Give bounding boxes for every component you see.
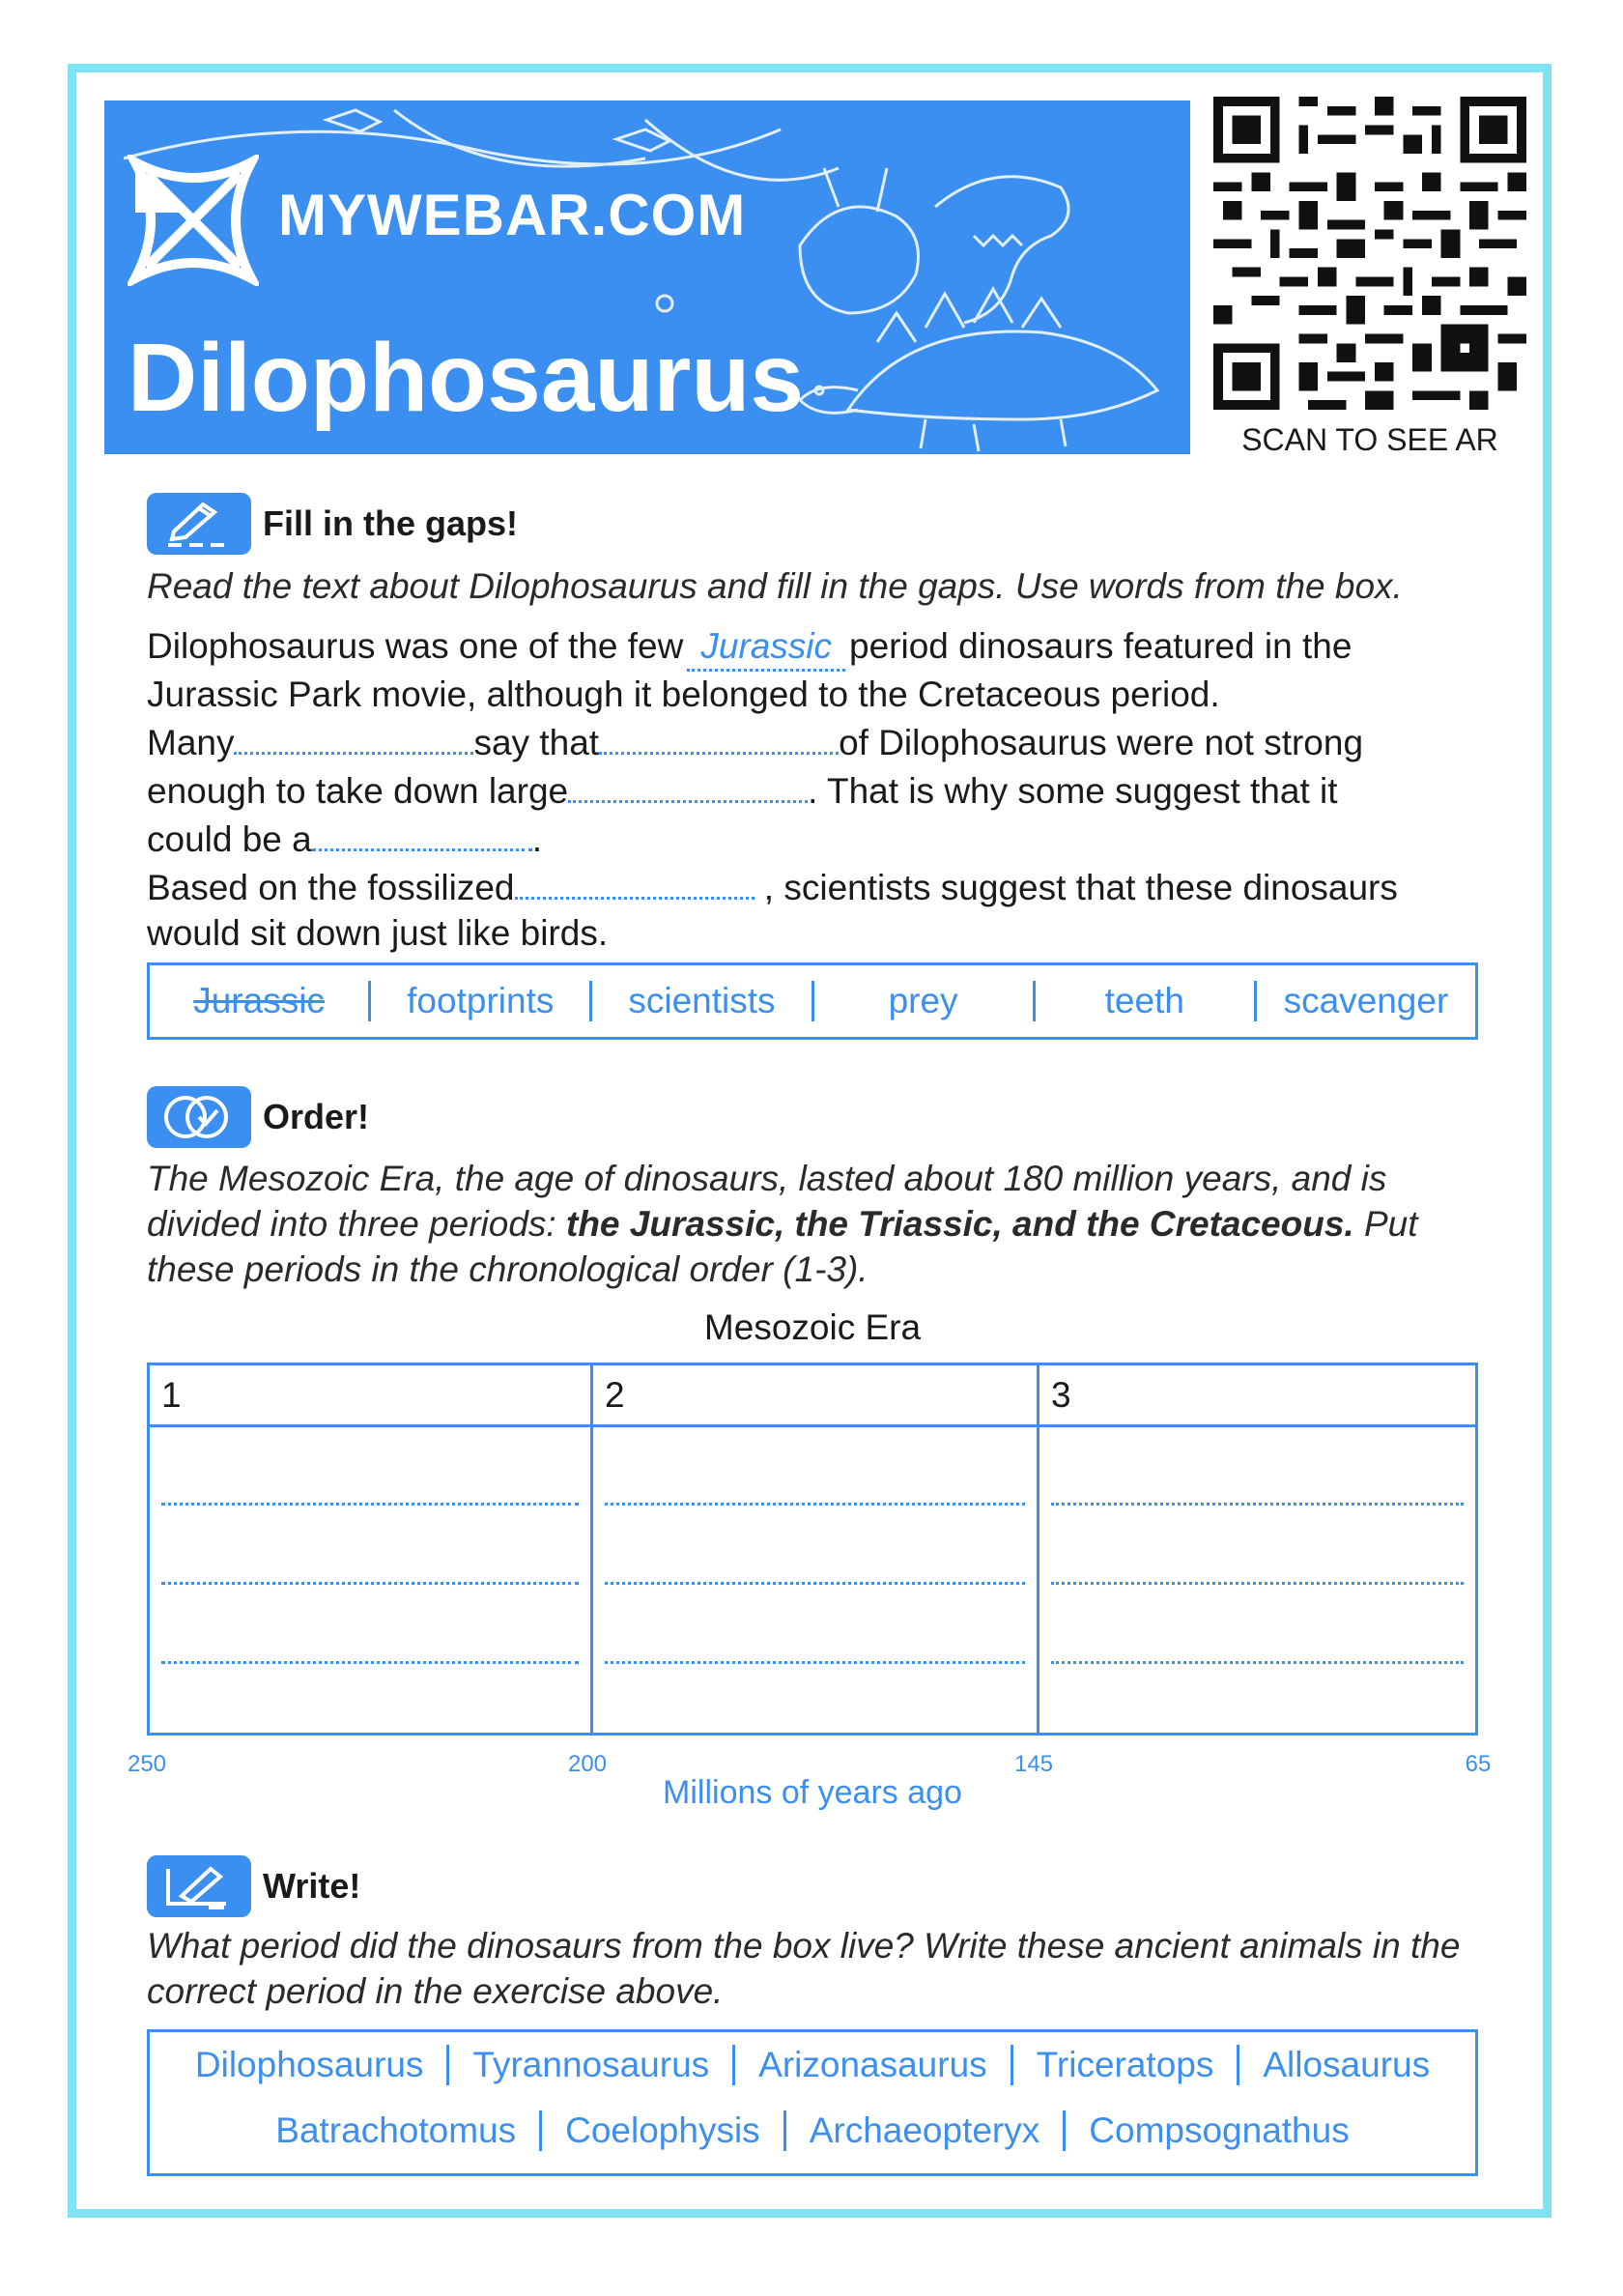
write-instruction: What period did the dinosaurs from the box live? Write these ancient animals in the correct period in the exercise above. <box>147 1926 1461 2011</box>
word-bank-item: scientists <box>589 981 811 1021</box>
animal-item: Allosaurus <box>1237 2045 1453 2085</box>
answer-line[interactable] <box>605 1503 1025 1506</box>
word-bank <box>147 962 1478 1040</box>
answer-line[interactable] <box>161 1661 579 1664</box>
era-title: Mesozoic Era <box>703 1307 922 1347</box>
gap-blank-1[interactable] <box>234 717 473 755</box>
column-number: 1 <box>150 1365 590 1427</box>
word-bank-item: Jurassic <box>193 981 325 1020</box>
fill-gaps-heading <box>147 493 518 555</box>
fill-gaps-instruction: Read the text about Dilophosaurus and fill in the gaps. Use words from the box. <box>147 566 1403 606</box>
animal-box <box>147 2029 1478 2176</box>
axis-tick: 200 <box>567 1751 608 1777</box>
era-table <box>147 1363 1478 1736</box>
column-number: 3 <box>1039 1365 1475 1427</box>
order-heading <box>147 1086 369 1148</box>
gap-blank-5[interactable] <box>515 862 755 900</box>
answer-line[interactable] <box>605 1661 1025 1664</box>
word-bank-item: scavenger <box>1254 981 1475 1021</box>
animal-row <box>150 2032 1475 2098</box>
animal-item: Batrachotomus <box>275 2110 517 2150</box>
answer-line[interactable] <box>1051 1661 1464 1664</box>
animal-item: Arizonasaurus <box>732 2045 1011 2085</box>
answer-line[interactable] <box>1051 1503 1464 1506</box>
axis-label: Millions of years ago <box>663 1774 962 1811</box>
animal-item: Dilophosaurus <box>194 2045 424 2084</box>
fill-gaps-text: Dilophosaurus was one of the few Jurassic period dinosaurs featured in the Jurassic Park movie, although it belonged to the Cretaceous period. Many say that of Dilophosaurus were not strong enough to take down large . That is why some suggest that it could be a . Based on the fossilized , scientists suggest that these dinosaurs would sit down just like birds. <box>147 623 1499 956</box>
animal-row <box>150 2098 1475 2164</box>
gap-blank-3[interactable] <box>568 765 808 803</box>
era-column-3 <box>1037 1365 1475 1733</box>
animal-item: Coelophysis <box>539 2110 783 2151</box>
order-title: Order! <box>263 1097 370 1136</box>
scan-label: SCAN TO SEE AR <box>1241 422 1498 457</box>
write-heading <box>147 1855 360 1917</box>
answer-line[interactable] <box>161 1503 579 1506</box>
animal-item: Compsognathus <box>1063 2110 1372 2151</box>
axis-tick: 65 <box>1465 1751 1492 1777</box>
header-banner <box>104 100 1190 454</box>
page-title: Dilophosaurus <box>128 324 805 432</box>
era-column-1 <box>150 1365 590 1733</box>
qr-code[interactable] <box>1210 97 1530 410</box>
animal-item: Tyrannosaurus <box>446 2045 732 2085</box>
answer-line[interactable] <box>605 1582 1025 1585</box>
axis-tick: 250 <box>127 1751 167 1777</box>
gap-blank-4[interactable] <box>312 814 532 851</box>
era-column-2 <box>590 1365 1037 1733</box>
check-circle-icon <box>147 1086 251 1148</box>
axis-tick: 145 <box>1013 1751 1054 1777</box>
fill-gaps-title: Fill in the gaps! <box>263 503 519 543</box>
order-instruction: The Mesozoic Era, the age of dinosaurs, lasted about 180 million years, and is divided into three periods: the Jurassic, the Triassic, and the Cretaceous. Put these periods in the chronological order (1-3). <box>147 1159 1418 1289</box>
gap-blank-2[interactable] <box>599 717 839 755</box>
answer-line[interactable] <box>1051 1582 1464 1585</box>
animal-item: Triceratops <box>1011 2045 1238 2085</box>
column-number: 2 <box>593 1365 1037 1427</box>
mywebar-logo <box>128 155 259 286</box>
brand-name: MYWEBAR.COM <box>278 183 747 247</box>
pencil-icon <box>147 1855 251 1917</box>
animal-item: Archaeopteryx <box>783 2110 1064 2151</box>
gap-example-answer: Jurassic <box>687 623 845 672</box>
word-bank-item: prey <box>812 981 1033 1021</box>
word-bank-item: footprints <box>368 981 589 1021</box>
word-bank-item: teeth <box>1033 981 1254 1021</box>
pencil-icon <box>147 493 251 555</box>
write-title: Write! <box>263 1866 361 1906</box>
answer-line[interactable] <box>161 1582 579 1585</box>
